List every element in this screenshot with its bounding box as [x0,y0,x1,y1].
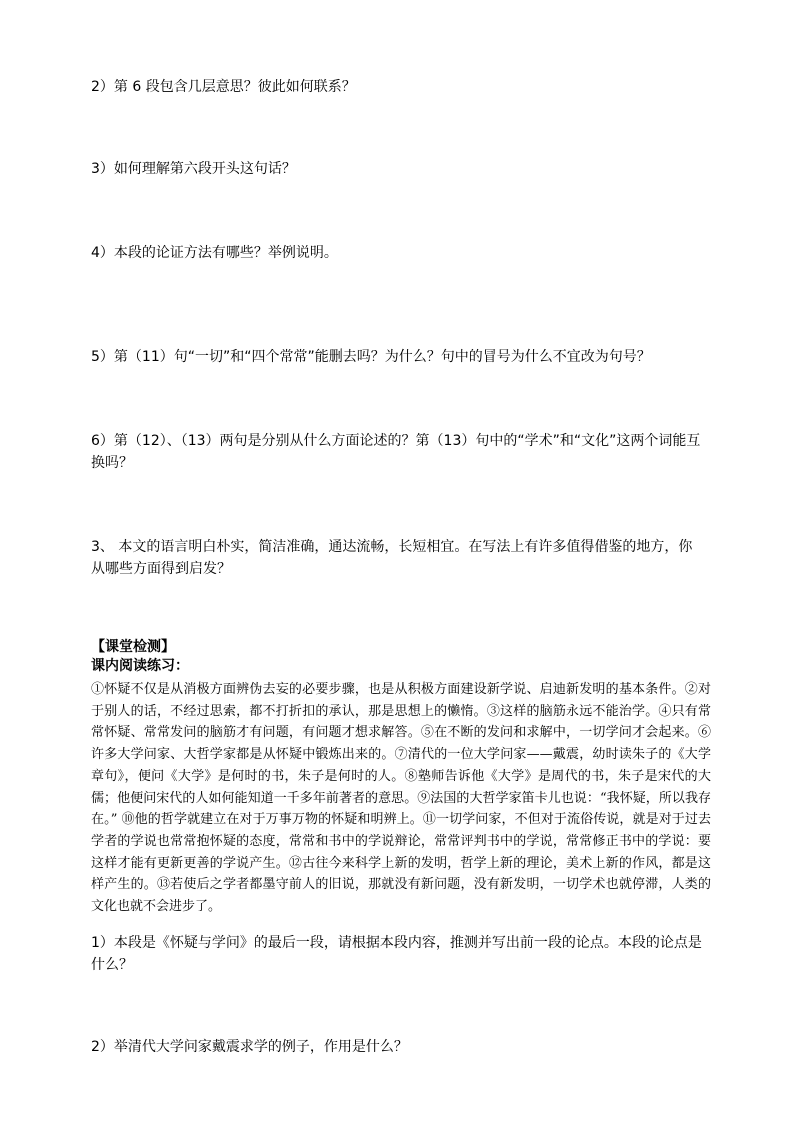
reading-passage: ①怀疑不仅是从消极方面辨伪去妄的必要步骤，也是从积极方面建设新学说、启迪新发明的基本条件。②对于别人的话，不经过思索，都不打折扣的承认，那是思想上的懒惰。③这样的脑筋永远不能治学。④只有常常怀疑、常常发问的脑筋才有问题，有问题才想求解答。⑤在不断的发问和求解中，一切学问才会起来。⑥许多大学问家、大哲学家都是从怀疑中锻炼出来的。⑦清代的一位大学问家——戴震，幼时读朱子的《大学章句》，便问《大学》是何时的书，朱子是何时的人。⑧塾师告诉他《大学》是周代的书，朱子是宋代的大儒；他便问宋代的人如何能知道一千多年前著者的意思。⑨法国的大哲学家笛卡儿也说：“我怀疑，所以我存在。” ⑩他的哲学就建立在对于万事万物的怀疑和明辨上。⑪一切学问家，不但对于流俗传说，就是对于过去学者的学说也常常抱怀疑的态度，常常和书中的学说辩论，常常评判书中的学说，常常修正书中的学说：要这样才能有更新更善的学说产生。⑫古往今来科学上新的发明，哲学上新的理论，美术上新的作风，都是这样产生的。⑬若使后之学者都墨守前人的旧说，那就没有新问题，没有新发明，一切学术也就停滞，人类的文化也就不会进步了。 [91,682,711,915]
question-5: 5）第（11）句“一切”和“四个常常”能删去吗？为什么？句中的冒号为什么不宜改为句号？ [91,349,651,365]
question-6: 6）第（12）、（13）两句是分别从什么方面论述的？第（13）句中的“学术”和“文化”这两个词能互换吗？ [91,433,701,471]
question-2: 2）第 6 段包含几层意思？彼此如何联系？ [91,79,356,95]
question-4: 4）本段的论证方法有哪些？举例说明。 [91,245,338,261]
sub-question-2: 2）举清代大学问家戴震求学的例子，作用是什么？ [91,1039,408,1055]
section-title: 【课堂检测】 [91,639,175,655]
sub-question-1: 1）本段是《怀疑与学问》的最后一段，请根据本段内容，推测并写出前一段的论点。本段的论点是什么？ [91,935,702,973]
question-3: 3）如何理解第六段开头这句话？ [91,161,296,177]
section-subtitle: 课内阅读练习： [91,658,189,674]
classroom-test-section [91,638,711,918]
main-question-3: 3、 本文的语言明白朴实，简洁准确，通达流畅，长短相宜。在写法上有许多值得借鉴的地方，你从哪些方面得到启发？ [91,539,693,577]
